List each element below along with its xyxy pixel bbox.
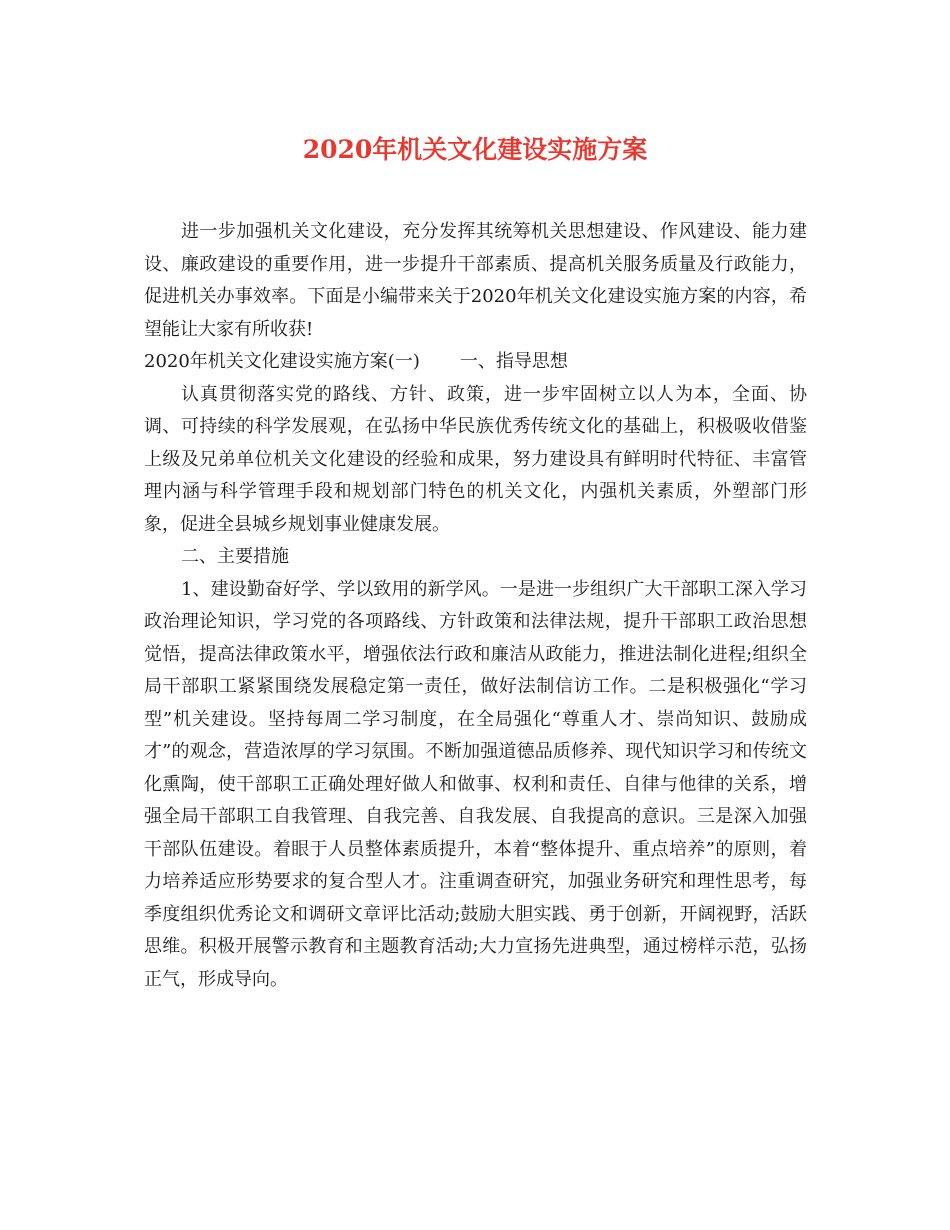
document-title: 2020年机关文化建设实施方案 [302, 135, 648, 164]
intro-paragraph: 进一步加强机关文化建设，充分发挥其统筹机关思想建设、作风建设、能力建设、廉政建设的重要作用，进一步提升干部素质、提高机关服务质量及行政能力，促进机关办事效率。下面是小编带来关于2020年机关文化建设实施方案的内容，希望能让大家有所收获! [144, 221, 807, 340]
document-body [144, 216, 807, 996]
section-two-title: 二、主要措施 [181, 546, 289, 567]
section-heading: 2020年机关文化建设实施方案(一) [144, 351, 420, 372]
section-one-title: 一、指导思想 [459, 351, 568, 372]
section-heading-line [144, 346, 807, 379]
guiding-paragraph: 认真贯彻落实党的路线、方针、政策，进一步牢固树立以人为本，全面、协调、可持续的科学发展观，在弘扬中华民族优秀传统文化的基础上，积极吸收借鉴上级及兄弟单位机关文化建设的经验和成果，努力建设具有鲜明时代特征、丰富管理内涵与科学管理手段和规划部门特色的机关文化，内强机关素质，外塑部门形象，促进全县城乡规划事业健康发展。 [144, 383, 807, 535]
measure-one-paragraph: 1、建设勤奋好学、学以致用的新学风。一是进一步组织广大干部职工深入学习政治理论知识，学习党的各项路线、方针政策和法律法规，提升干部职工政治思想觉悟，提高法律政策水平，增强依法行政和廉洁从政能力，推进法制化进程;组织全局干部职工紧紧围绕发展稳定第一责任，做好法制信访工作。二是积极强化“学习型”机关建设。坚持每周二学习制度，在全局强化“尊重人才、崇尚知识、鼓励成才”的观念，营造浓厚的学习氛围。不断加强道德品质修养、现代知识学习和传统文化熏陶，使干部职工正确处理好做人和做事、权利和责任、自律与他律的关系，增强全局干部职工自我管理、自我完善、自我发展、自我提高的意识。三是深入加强干部队伍建设。着眼于人员整体素质提升，本着“整体提升、重点培养”的原则，着力培养适应形势要求的复合型人才。注重调查研究，加强业务研究和理性思考，每季度组织优秀论文和调研文章评比活动;鼓励大胆实践、勇于创新，开阔视野，活跃思维。积极开展警示教育和主题教育活动;大力宣扬先进典型，通过榜样示范，弘扬正气，形成导向。 [144, 578, 807, 990]
